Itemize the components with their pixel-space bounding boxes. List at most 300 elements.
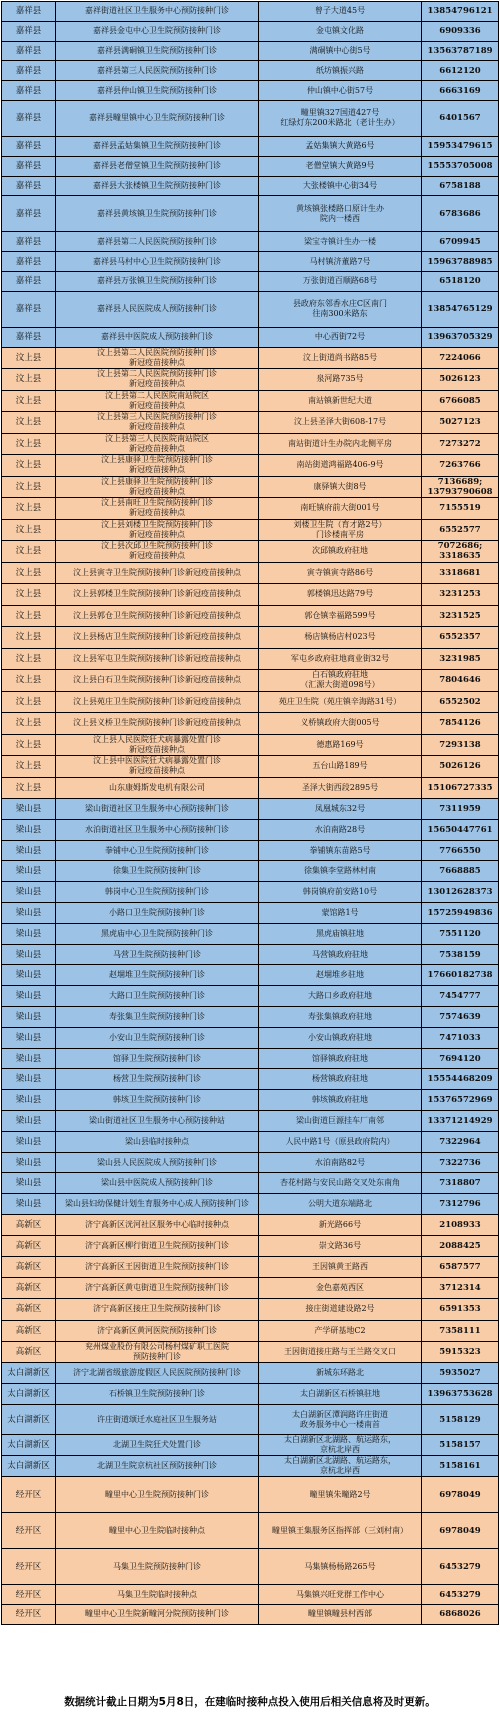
phone-cell: 7551120: [422, 923, 499, 944]
table-row: [2, 648, 499, 670]
address-cell: 梁宝寺镇计生办一楼: [259, 232, 422, 252]
site-name-cell: 嘉祥县孟姑集镇卫生院预防接种门诊: [56, 136, 259, 156]
county-cell: 嘉祥县: [2, 291, 56, 327]
address-cell: 寅寺镇寅寺路86号: [259, 562, 422, 584]
county-cell: 梁山县: [2, 965, 56, 986]
county-cell: 经开区: [2, 1477, 56, 1513]
table-row: [2, 1173, 499, 1194]
county-cell: 高新区: [2, 1341, 56, 1362]
site-name-cell: 兖州煤业股份有限公司杨村煤矿职工医院 预防接种门诊: [56, 1341, 259, 1362]
table-row: [2, 1215, 499, 1236]
address-cell: 万张街道百顺路68号: [259, 271, 422, 291]
site-name-cell: 马营卫生院预防接种门诊: [56, 944, 259, 965]
site-name-cell: 杨营卫生院预防接种门诊: [56, 1069, 259, 1090]
county-cell: 嘉祥县: [2, 61, 56, 81]
phone-cell: 7072686; 3318635: [422, 541, 499, 563]
site-name-cell: 济宁高新区黄屯街道卫生院预防接种门诊: [56, 1278, 259, 1299]
site-name-cell: 北湖卫生院京杭社区预防接种门诊: [56, 1456, 259, 1477]
phone-cell: 6552502: [422, 691, 499, 713]
phone-cell: 7273272: [422, 433, 499, 455]
county-cell: 梁山县: [2, 882, 56, 903]
site-name-cell: 汶上县杨店卫生院预防接种门诊新冠疫苗接种点: [56, 627, 259, 649]
table-row: [2, 541, 499, 563]
address-cell: 太白湖新区潭润路许庄街道 政务服务中心一楼南首: [259, 1405, 422, 1435]
phone-cell: 15106727335: [422, 777, 499, 799]
table-row: [2, 455, 499, 477]
county-cell: 嘉祥县: [2, 271, 56, 291]
table-row: [2, 347, 499, 369]
address-cell: 圣泽大街西段2895号: [259, 777, 422, 799]
site-name-cell: 汶上县人民医院狂犬病暴露处置门诊 新冠疫苗接种点: [56, 734, 259, 756]
address-cell: 苑庄卫生院（苑庄镇辛海路31号）: [259, 691, 422, 713]
table-row: [2, 1111, 499, 1132]
table-row: [2, 81, 499, 101]
address-cell: 郭楼镇迅达路79号: [259, 584, 422, 606]
table-row: [2, 1194, 499, 1215]
table-row: [2, 519, 499, 541]
site-name-cell: 嘉祥县黄垓镇卫生院预防接种门诊: [56, 196, 259, 232]
site-name-cell: 嘉祥县中医院成人预防接种门诊: [56, 327, 259, 347]
address-cell: 王因街道接庄路与王兰路交叉口: [259, 1341, 422, 1362]
vaccination-sites-table: [1, 1, 499, 1625]
table-row: [2, 156, 499, 176]
table-row: [2, 605, 499, 627]
address-cell: 水泊南路82号: [259, 1152, 422, 1173]
site-name-cell: 赵堌堆卫生院预防接种门诊: [56, 965, 259, 986]
county-cell: 太白湖新区: [2, 1362, 56, 1383]
phone-cell: 15376572969: [422, 1090, 499, 1111]
table-row: [2, 1048, 499, 1069]
phone-cell: 5158129: [422, 1405, 499, 1435]
table-row: [2, 1278, 499, 1299]
address-cell: 太白湖新区北湖路、航运路东， 京杭北岸西: [259, 1435, 422, 1456]
table-row: [2, 1299, 499, 1320]
site-name-cell: 小路口卫生院预防接种门诊: [56, 903, 259, 924]
table-row: [2, 1152, 499, 1173]
table-row: [2, 369, 499, 391]
phone-cell: 15725949836: [422, 903, 499, 924]
county-cell: 高新区: [2, 1320, 56, 1341]
phone-cell: 3231253: [422, 584, 499, 606]
phone-cell: 15650447761: [422, 819, 499, 840]
address-cell: 疃里镇327国道427号 红绿灯东200米路北（老计生办）: [259, 100, 422, 136]
phone-cell: 6909336: [422, 21, 499, 41]
address-cell: 赵堌堆乡驻地: [259, 965, 422, 986]
county-cell: 汶上县: [2, 369, 56, 391]
table-row: [2, 1007, 499, 1028]
site-name-cell: 汶上县白石卫生院预防接种门诊新冠疫苗接种点: [56, 670, 259, 692]
site-name-cell: 嘉祥县仲山镇卫生院预防接种门诊: [56, 81, 259, 101]
table-row: [2, 1320, 499, 1341]
phone-cell: 7322736: [422, 1152, 499, 1173]
phone-cell: 3712314: [422, 1278, 499, 1299]
table-row: [2, 923, 499, 944]
county-cell: 汶上县: [2, 562, 56, 584]
county-cell: 梁山县: [2, 840, 56, 861]
county-cell: 梁山县: [2, 1027, 56, 1048]
table-row: [2, 1069, 499, 1090]
phone-cell: 6758188: [422, 176, 499, 196]
address-cell: 刘楼卫生院（育才路2号） 门诊楼南平房: [259, 519, 422, 541]
site-name-cell: 济宁高新区洸河社区服务中心临时接种点: [56, 1215, 259, 1236]
address-cell: 太白湖新区石桥镇驻地: [259, 1384, 422, 1405]
county-cell: 梁山县: [2, 799, 56, 820]
phone-cell: 5915323: [422, 1341, 499, 1362]
county-cell: 汶上县: [2, 498, 56, 520]
table-row: [2, 1456, 499, 1477]
address-cell: 崇文路36号: [259, 1235, 422, 1256]
table-row: [2, 903, 499, 924]
phone-cell: 6868026: [422, 1605, 499, 1625]
county-cell: 梁山县: [2, 1111, 56, 1132]
phone-cell: 5158161: [422, 1456, 499, 1477]
site-name-cell: 汶上县第二人民医院南站院区 新冠疫苗接种点: [56, 390, 259, 412]
table-row: [2, 196, 499, 232]
phone-cell: 7668885: [422, 861, 499, 882]
address-cell: 满硐镇中心街5号: [259, 41, 422, 61]
phone-cell: 6612120: [422, 61, 499, 81]
phone-cell: 7136689; 13793790608: [422, 476, 499, 498]
address-cell: 马集镇兴旺党群工作中心: [259, 1585, 422, 1605]
address-cell: 白石镇政府驻地 （汇源大街道098号）: [259, 670, 422, 692]
address-cell: 接庄街道建设路2号: [259, 1299, 422, 1320]
table-row: [2, 433, 499, 455]
address-cell: 金屯镇文化路: [259, 21, 422, 41]
phone-cell: 6663169: [422, 81, 499, 101]
phone-cell: 7155519: [422, 498, 499, 520]
site-name-cell: 拳铺中心卫生院预防接种门诊: [56, 840, 259, 861]
address-cell: 馆驿镇政府驻地: [259, 1048, 422, 1069]
address-cell: 郭仓镇幸福路599号: [259, 605, 422, 627]
county-cell: 嘉祥县: [2, 176, 56, 196]
table-row: [2, 1384, 499, 1405]
table-row: [2, 1405, 499, 1435]
county-cell: 汶上县: [2, 670, 56, 692]
county-cell: 嘉祥县: [2, 136, 56, 156]
county-cell: 汶上县: [2, 756, 56, 778]
phone-cell: 13563787189: [422, 41, 499, 61]
address-cell: 杨店镇杨店村023号: [259, 627, 422, 649]
county-cell: 汶上县: [2, 347, 56, 369]
table-row: [2, 562, 499, 584]
county-cell: 梁山县: [2, 923, 56, 944]
phone-cell: 5027123: [422, 412, 499, 434]
site-name-cell: 嘉祥县满硐镇卫生院预防接种门诊: [56, 41, 259, 61]
phone-cell: 7293138: [422, 734, 499, 756]
address-cell: 徐集镇李堂路林村南: [259, 861, 422, 882]
site-name-cell: 汶上县军屯卫生院预防接种门诊新冠疫苗接种点: [56, 648, 259, 670]
address-cell: 五台山路189号: [259, 756, 422, 778]
site-name-cell: 黑虎庙中心卫生院预防接种门诊: [56, 923, 259, 944]
site-name-cell: 汶上县康驿卫生院预防接种门诊 新冠疫苗接种点: [56, 455, 259, 477]
county-cell: 太白湖新区: [2, 1405, 56, 1435]
county-cell: 高新区: [2, 1299, 56, 1320]
site-name-cell: 汶上县第二人民医院预防接种门诊 新冠疫苗接种点: [56, 347, 259, 369]
county-cell: 嘉祥县: [2, 100, 56, 136]
county-cell: 汶上县: [2, 519, 56, 541]
footer-note: 数据统计截止日期为5月8日，在建临时接种点投入使用后相关信息将及时更新。: [64, 1696, 436, 1708]
phone-cell: 7322964: [422, 1131, 499, 1152]
phone-cell: 7471033: [422, 1027, 499, 1048]
county-cell: 太白湖新区: [2, 1384, 56, 1405]
site-name-cell: 汶上县义桥卫生院预防接种门诊新冠疫苗接种点: [56, 713, 259, 735]
table-row: [2, 1477, 499, 1513]
table-row: [2, 1235, 499, 1256]
site-name-cell: 济宁北湖省级旅游度假区人民医院预防接种门诊: [56, 1362, 259, 1383]
address-cell: 马村镇济董路7号: [259, 252, 422, 272]
phone-cell: 2108933: [422, 1215, 499, 1236]
phone-cell: 7318807: [422, 1173, 499, 1194]
table-row: [2, 1256, 499, 1277]
county-cell: 梁山县: [2, 1152, 56, 1173]
address-cell: 泉河路735号: [259, 369, 422, 391]
site-name-cell: 汶上县康驿卫生院预防接种门诊 新冠疫苗接种点: [56, 476, 259, 498]
county-cell: 嘉祥县: [2, 252, 56, 272]
phone-cell: 7854126: [422, 713, 499, 735]
phone-cell: 6978049: [422, 1477, 499, 1513]
county-cell: 汶上县: [2, 455, 56, 477]
site-name-cell: 寿张集卫生院预防接种门诊: [56, 1007, 259, 1028]
table-row: [2, 327, 499, 347]
site-name-cell: 梁山街道社区卫生服务中心预防接种门诊: [56, 799, 259, 820]
county-cell: 高新区: [2, 1278, 56, 1299]
site-name-cell: 汶上县次邱卫生院预防接种门诊 新冠疫苗接种点: [56, 541, 259, 563]
county-cell: 汶上县: [2, 433, 56, 455]
site-name-cell: 梁山县临时接种点: [56, 1131, 259, 1152]
phone-cell: 7804646: [422, 670, 499, 692]
phone-cell: 6453279: [422, 1585, 499, 1605]
table-row: [2, 1341, 499, 1362]
table-row: [2, 944, 499, 965]
site-name-cell: 汶上县第二人民医院预防接种门诊 新冠疫苗接种点: [56, 369, 259, 391]
phone-cell: 17660182738: [422, 965, 499, 986]
table-row: [2, 1513, 499, 1549]
table-row: [2, 734, 499, 756]
site-name-cell: 疃里中心卫生院临时接种点: [56, 1513, 259, 1549]
table-row: [2, 271, 499, 291]
county-cell: 高新区: [2, 1235, 56, 1256]
table-row: [2, 777, 499, 799]
table-row: [2, 1090, 499, 1111]
phone-cell: 15953479615: [422, 136, 499, 156]
county-cell: 嘉祥县: [2, 21, 56, 41]
county-cell: 梁山县: [2, 819, 56, 840]
table-row: [2, 476, 499, 498]
site-name-cell: 大路口卫生院预防接种门诊: [56, 986, 259, 1007]
address-cell: 韩岗镇府前安路10号: [259, 882, 422, 903]
phone-cell: 6591353: [422, 1299, 499, 1320]
table-row: [2, 1549, 499, 1585]
site-name-cell: 济宁高新区黄河医院预防接种门诊: [56, 1320, 259, 1341]
table-row: [2, 965, 499, 986]
site-name-cell: 嘉祥县人民医院成人预防接种门诊: [56, 291, 259, 327]
table-row: [2, 713, 499, 735]
county-cell: 梁山县: [2, 1048, 56, 1069]
county-cell: 汶上县: [2, 605, 56, 627]
site-name-cell: 嘉祥县疃里镇中心卫生院预防接种门诊: [56, 100, 259, 136]
county-cell: 梁山县: [2, 1007, 56, 1028]
county-cell: 嘉祥县: [2, 196, 56, 232]
phone-cell: 13854796121: [422, 2, 499, 22]
phone-cell: 7263766: [422, 455, 499, 477]
site-name-cell: 济宁高新区柳行街道卫生院预防接种门诊: [56, 1235, 259, 1256]
phone-cell: 13854765129: [422, 291, 499, 327]
phone-cell: 6766085: [422, 390, 499, 412]
phone-cell: 15963788985: [422, 252, 499, 272]
phone-cell: 7312796: [422, 1194, 499, 1215]
county-cell: 汶上县: [2, 627, 56, 649]
site-name-cell: 嘉祥县老僧堂镇卫生院预防接种门诊: [56, 156, 259, 176]
table-row: [2, 61, 499, 81]
site-name-cell: 汶上县寅寺卫生院预防接种门诊新冠疫苗接种点: [56, 562, 259, 584]
address-cell: 太白湖新区北湖路、航运路东， 京杭北岸西: [259, 1456, 422, 1477]
phone-cell: 3318681: [422, 562, 499, 584]
site-name-cell: 汶上县郭楼卫生院预防接种门诊新冠疫苗接种点: [56, 584, 259, 606]
address-cell: 县政府东邻香水庄C区南门 往南300米路东: [259, 291, 422, 327]
table-row: [2, 412, 499, 434]
phone-cell: 7574639: [422, 1007, 499, 1028]
phone-cell: 6978049: [422, 1513, 499, 1549]
phone-cell: 5935027: [422, 1362, 499, 1383]
county-cell: 嘉祥县: [2, 41, 56, 61]
table-row: [2, 2, 499, 22]
address-cell: 孟姑集镇大黄路6号: [259, 136, 422, 156]
county-cell: 嘉祥县: [2, 232, 56, 252]
county-cell: 经开区: [2, 1585, 56, 1605]
table-row: [2, 232, 499, 252]
site-name-cell: 疃里中心卫生院新疃河分院预防接种门诊: [56, 1605, 259, 1625]
table-row: [2, 1131, 499, 1152]
address-cell: 金色嘉苑西区: [259, 1278, 422, 1299]
address-cell: 纸坊镇振兴路: [259, 61, 422, 81]
county-cell: 经开区: [2, 1549, 56, 1585]
address-cell: 寿张集镇政府驻地: [259, 1007, 422, 1028]
address-cell: 黑虎庙镇驻地: [259, 923, 422, 944]
address-cell: 黄垓镇张楼路口原计生办 院内一楼西: [259, 196, 422, 232]
county-cell: 经开区: [2, 1605, 56, 1625]
address-cell: 军屯乡政府驻地商业街32号: [259, 648, 422, 670]
site-name-cell: 马集卫生院预防接种门诊: [56, 1549, 259, 1585]
address-cell: 大张楼镇中心街34号: [259, 176, 422, 196]
address-cell: 公明大道东端路北: [259, 1194, 422, 1215]
phone-cell: 13963705329: [422, 327, 499, 347]
table-row: [2, 584, 499, 606]
table-row: [2, 756, 499, 778]
site-name-cell: 梁山街道社区卫生服务中心预防接种站: [56, 1111, 259, 1132]
address-cell: 人民中路1号（原县政府院内）: [259, 1131, 422, 1152]
county-cell: 汶上县: [2, 584, 56, 606]
site-name-cell: 嘉祥街道社区卫生服务中心预防接种门诊: [56, 2, 259, 22]
site-name-cell: 汶上县中医医院狂犬病暴露处置门诊 新冠疫苗接种点: [56, 756, 259, 778]
county-cell: 梁山县: [2, 903, 56, 924]
site-name-cell: 石桥镇卫生院预防接种门诊: [56, 1384, 259, 1405]
site-name-cell: 水泊街道社区卫生服务中心预防接种门诊: [56, 819, 259, 840]
phone-cell: 7224066: [422, 347, 499, 369]
phone-cell: 6552357: [422, 627, 499, 649]
county-cell: 汶上县: [2, 777, 56, 799]
site-name-cell: 山东康姆斯发电机有限公司: [56, 777, 259, 799]
county-cell: 梁山县: [2, 1194, 56, 1215]
site-name-cell: 汶上县苑庄卫生院预防接种门诊新冠疫苗接种点: [56, 691, 259, 713]
address-cell: 梁山街道巨源挂车厂南邻: [259, 1111, 422, 1132]
phone-cell: 6709945: [422, 232, 499, 252]
address-cell: 南旺镇府前大街001号: [259, 498, 422, 520]
county-cell: 经开区: [2, 1513, 56, 1549]
site-name-cell: 嘉祥县第二人民医院预防接种门诊: [56, 232, 259, 252]
address-cell: 次邱镇政府驻地: [259, 541, 422, 563]
phone-cell: 6518120: [422, 271, 499, 291]
county-cell: 梁山县: [2, 1173, 56, 1194]
site-name-cell: 汶上县南旺卫生院预防接种门诊 新冠疫苗接种点: [56, 498, 259, 520]
county-cell: 梁山县: [2, 986, 56, 1007]
table-row: [2, 100, 499, 136]
table-row: [2, 882, 499, 903]
site-name-cell: 馆驿卫生院预防接种门诊: [56, 1048, 259, 1069]
phone-cell: 5026123: [422, 369, 499, 391]
phone-cell: 2088425: [422, 1235, 499, 1256]
table-row: [2, 691, 499, 713]
address-cell: 水泊南路28号: [259, 819, 422, 840]
phone-cell: 13963753628: [422, 1384, 499, 1405]
phone-cell: 7538159: [422, 944, 499, 965]
table-row: [2, 799, 499, 820]
site-name-cell: 汶上县郭仓卫生院预防接种门诊新冠疫苗接种点: [56, 605, 259, 627]
site-name-cell: 疃里中心卫生院预防接种门诊: [56, 1477, 259, 1513]
site-name-cell: 马集卫生院临时接种点: [56, 1585, 259, 1605]
address-cell: 德惠路169号: [259, 734, 422, 756]
address-cell: 汶上县圣泽大街608-17号: [259, 412, 422, 434]
phone-cell: 6552577: [422, 519, 499, 541]
county-cell: 高新区: [2, 1215, 56, 1236]
table-row: [2, 840, 499, 861]
address-cell: 马营镇政府驻地: [259, 944, 422, 965]
site-name-cell: 北湖卫生院狂犬处置门诊: [56, 1435, 259, 1456]
phone-cell: 7454777: [422, 986, 499, 1007]
address-cell: 疃里镇疃县村西部: [259, 1605, 422, 1625]
site-name-cell: 汶上县刘楼卫生院预防接种门诊 新冠疫苗接种点: [56, 519, 259, 541]
site-name-cell: 徐集卫生院预防接种门诊: [56, 861, 259, 882]
phone-cell: 7311959: [422, 799, 499, 820]
site-name-cell: 韩垓卫生院预防接种门诊: [56, 1090, 259, 1111]
county-cell: 汶上县: [2, 648, 56, 670]
site-name-cell: 许庄街道颂迁水庭社区卫生服务站: [56, 1405, 259, 1435]
table-row: [2, 1605, 499, 1625]
address-cell: 仲山镇中心街57号: [259, 81, 422, 101]
table-row: [2, 1362, 499, 1383]
address-cell: 马集镇杨杨路265号: [259, 1549, 422, 1585]
table-row: [2, 1585, 499, 1605]
table-row: [2, 176, 499, 196]
site-name-cell: 梁山县妇幼保健计划生育服务中心成人预防接种门诊: [56, 1194, 259, 1215]
county-cell: 梁山县: [2, 1131, 56, 1152]
phone-cell: 6587577: [422, 1256, 499, 1277]
table-row: [2, 41, 499, 61]
table-row: [2, 819, 499, 840]
phone-cell: 13371214929: [422, 1111, 499, 1132]
site-name-cell: 济宁高新区王因街道卫生院预防接种门诊: [56, 1256, 259, 1277]
county-cell: 梁山县: [2, 1069, 56, 1090]
address-cell: 老僧堂镇大黄路9号: [259, 156, 422, 176]
table-row: [2, 1027, 499, 1048]
county-cell: 汶上县: [2, 713, 56, 735]
site-name-cell: 小安山卫生院预防接种门诊: [56, 1027, 259, 1048]
county-cell: 梁山县: [2, 944, 56, 965]
phone-cell: 15554468209: [422, 1069, 499, 1090]
address-cell: 产学研基地C2: [259, 1320, 422, 1341]
county-cell: 汶上县: [2, 691, 56, 713]
table-body: [2, 2, 499, 1625]
phone-cell: 5026126: [422, 756, 499, 778]
